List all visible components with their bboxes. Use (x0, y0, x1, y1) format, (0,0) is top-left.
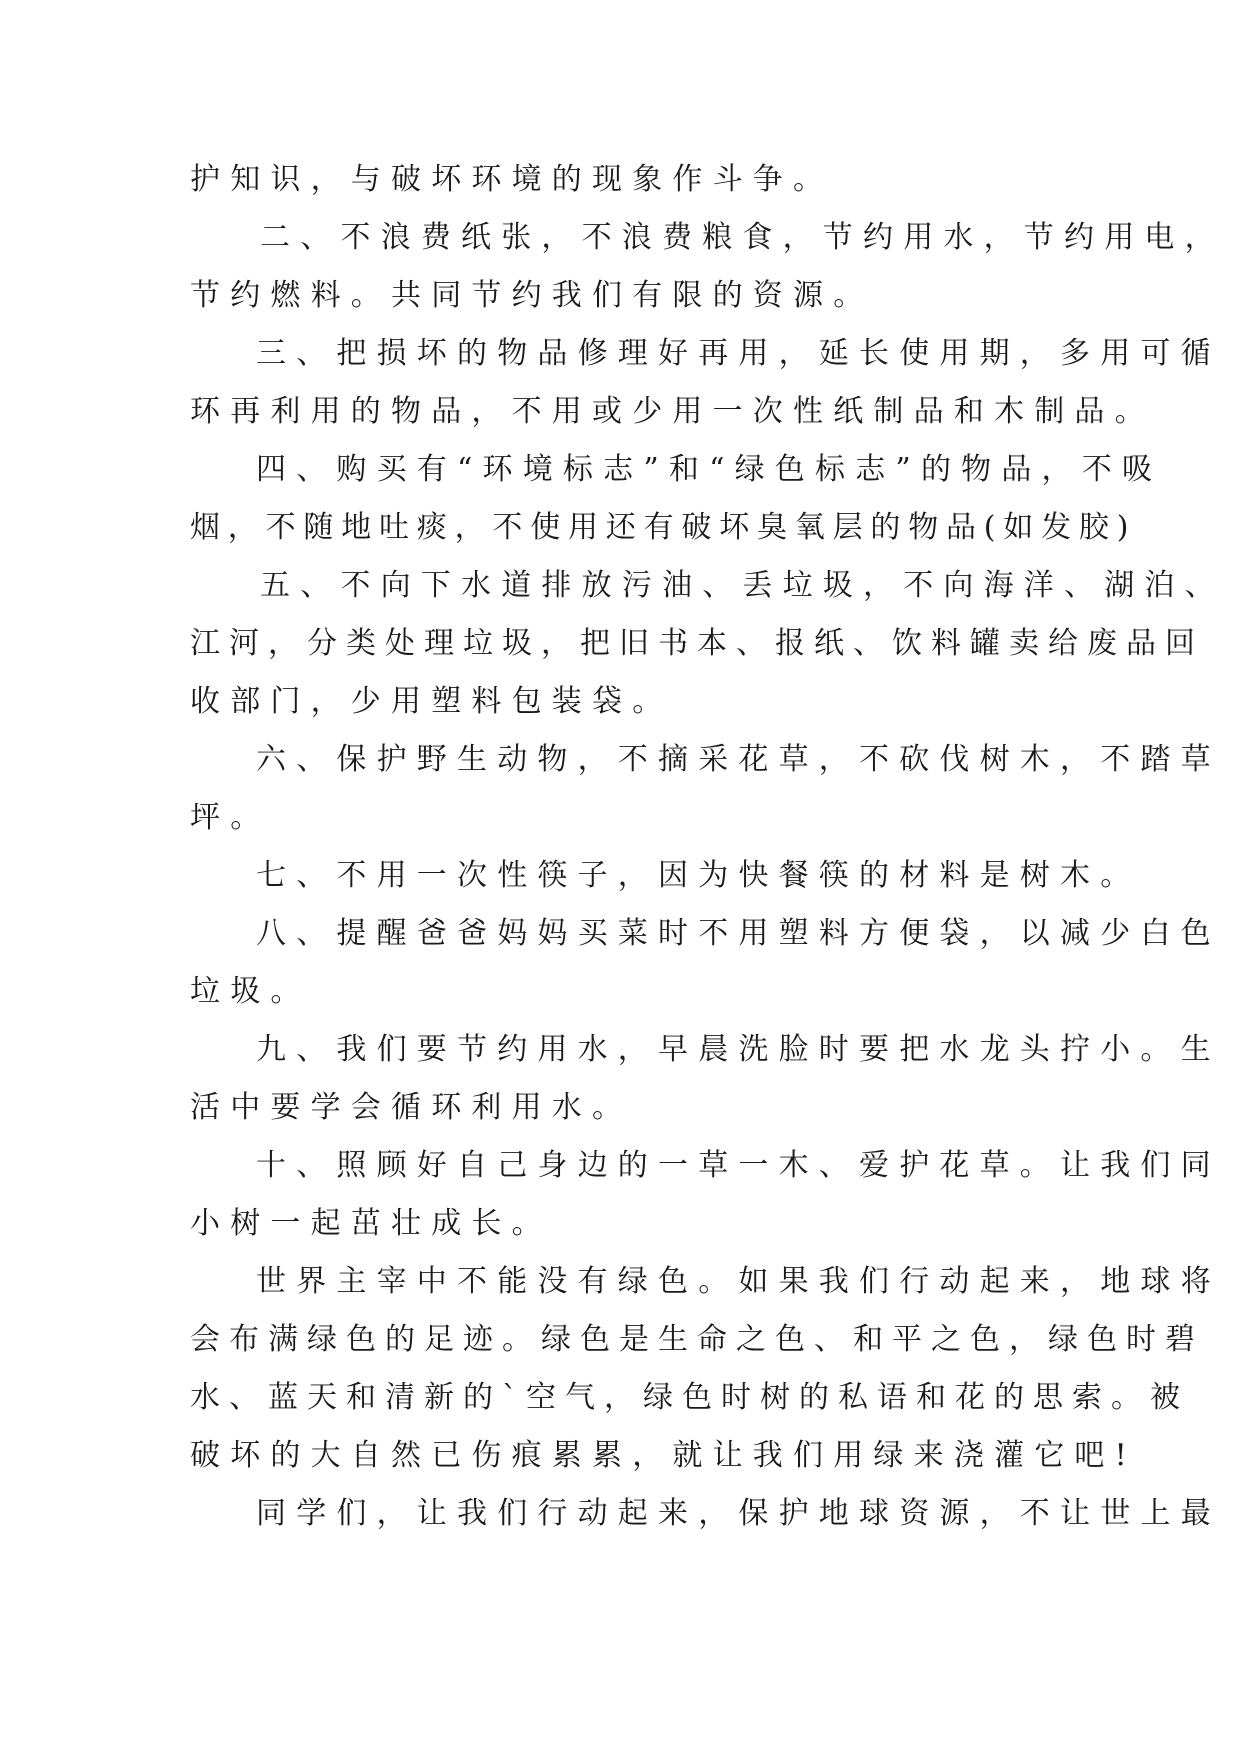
text-line: 五、不向下水道排放污油、丢垃圾，不向海洋、湖泊、 (260, 568, 1225, 603)
text-line: 护知识，与破坏环境的现象作斗争。 (190, 162, 834, 197)
text-line: 七、不用一次性筷子，因为快餐筷的材料是树木。 (256, 858, 1141, 893)
text-line: 江河，分类处理垃圾，把旧书本、报纸、饮料罐卖给废品回 (190, 626, 1204, 661)
text-line: 垃圾。 (190, 974, 311, 1009)
text-line: 八、提醒爸爸妈妈买菜时不用塑料方便袋，以减少白色 (256, 916, 1221, 951)
text-line: 三、把损坏的物品修理好再用，延长使用期，多用可循 (256, 336, 1221, 371)
text-line: 环再利用的物品，不用或少用一次性纸制品和木制品。 (190, 394, 1155, 429)
text-line: 二、不浪费纸张，不浪费粮食，节约用水，节约用电， (260, 220, 1225, 255)
text-line: 十、照顾好自己身边的一草一木、爱护花草。让我们同 (256, 1148, 1221, 1183)
text-line: 小树一起茁壮成长。 (190, 1206, 552, 1241)
text-line: 六、保护野生动物，不摘采花草，不砍伐树木，不踏草 (256, 742, 1221, 777)
text-line: 世界主宰中不能没有绿色。如果我们行动起来，地球将 (256, 1264, 1221, 1299)
text-line: 九、我们要节约用水，早晨洗脸时要把水龙头拧小。生 (256, 1032, 1221, 1067)
text-line: 会布满绿色的足迹。绿色是生命之色、和平之色，绿色时碧 (190, 1322, 1204, 1357)
text-line: 节约燃料。共同节约我们有限的资源。 (190, 278, 874, 313)
text-line: 同学们，让我们行动起来，保护地球资源，不让世上最 (256, 1496, 1221, 1531)
text-line: 破坏的大自然已伤痕累累，就让我们用绿来浇灌它吧! (190, 1438, 1137, 1473)
text-line: 四、购买有“环境标志”和“绿色标志”的物品，不吸 (256, 452, 1163, 487)
text-line: 坪。 (190, 800, 271, 835)
text-line: 收部门，少用塑料包装袋。 (190, 684, 673, 719)
text-line: 烟，不随地吐痰，不使用还有破坏臭氧层的物品(如发胶) (190, 510, 1137, 545)
text-line: 活中要学会循环利用水。 (190, 1090, 633, 1125)
text-line: 水、蓝天和清新的`空气，绿色时树的私语和花的思索。被 (190, 1380, 1189, 1415)
